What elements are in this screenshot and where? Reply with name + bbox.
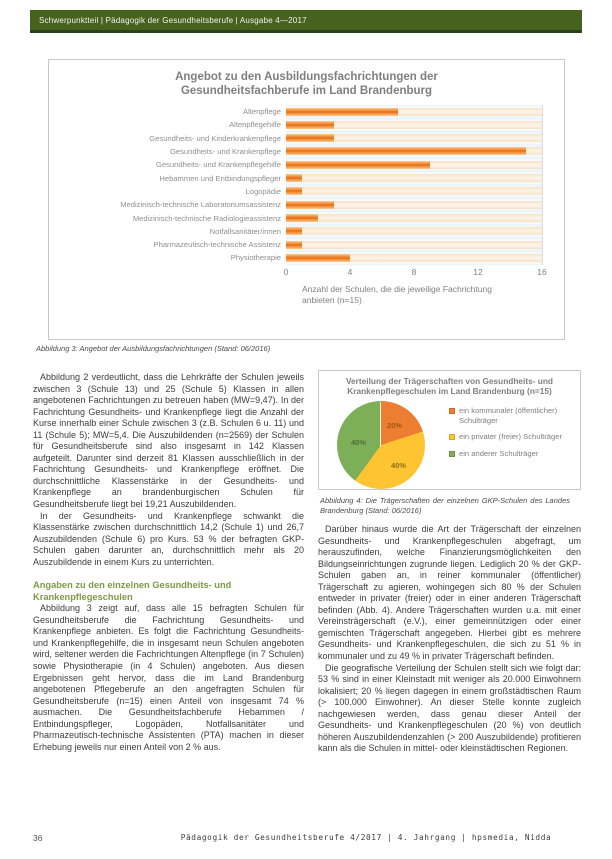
x-tick: 16 xyxy=(537,266,547,277)
bar-category-label: Physiotherapie xyxy=(230,253,281,263)
bar xyxy=(286,227,302,235)
bar xyxy=(286,147,526,155)
bar xyxy=(286,214,318,222)
footer-journal-line: Pädagogik der Gesundheitsberufe 4/2017 | 4. Jahrgang | hpsmedia, Nidda xyxy=(180,833,552,842)
legend-label: ein kommunaler (öffentlicher) Schulträger xyxy=(459,406,558,425)
legend-swatch-icon xyxy=(449,434,455,440)
legend-item xyxy=(449,449,574,459)
bar xyxy=(286,121,334,129)
x-tick: 8 xyxy=(411,266,417,277)
legend-item xyxy=(449,406,574,425)
figure3-caption: Abbildung 3: Angebot der Ausbildungsfachrichtungen (Stand: 06/2016) xyxy=(36,344,271,353)
pie-slice-divider xyxy=(380,402,381,446)
x-axis-ticks xyxy=(283,265,547,278)
pie-chart-title: Verteilung der Trägerschaften von Gesundheits- und Krankenpflegeschulen im Land Brandenburg (n=15) xyxy=(345,376,553,396)
bar-category-label: Medizinisch-technische Laboratoriumsassistenz xyxy=(120,200,281,210)
bar xyxy=(286,254,350,262)
bar-row xyxy=(49,238,564,251)
bar-category-label: Hebammen und Entbindungspfleger xyxy=(159,173,281,183)
bar-chart-plot xyxy=(49,105,564,265)
x-tick: 12 xyxy=(473,266,483,277)
bar xyxy=(286,134,334,142)
bar-row xyxy=(49,132,564,145)
figure4-caption: Abbildung 4: Die Trägerschaften der einzelnen GKP-Schulen des Landes Brandenburg (Stand: 06/2016) xyxy=(320,496,570,515)
bar-category-label: Logopädie xyxy=(245,186,281,196)
bar-row xyxy=(49,211,564,224)
bar-row xyxy=(49,225,564,238)
body-paragraph: Die geografische Verteilung der Schulen stellt sich wie folgt dar: 53 % sind in einer Kleinstadt mit weniger als 20.000 Einwohnern lokalisiert; 20 % liegen dagegen in einem großstädtischen Raum (> 100.000 Einwohner). An dieser Stelle konnte zugleich nachgewiesen werden, dass genau dieser Anteil der Gesundheits- und Krankenpflegeschulen (20 %) von deutlich höheren Auszubildendenzahlen (> 200 Auszubildende) profitieren kann als die Schulen in mittel- oder kleinstädtischen Regionen. xyxy=(318,662,581,754)
legend-label: ein privater (freier) Schulträger xyxy=(459,432,562,441)
pie-slice-label: 20% xyxy=(387,421,403,430)
page-number: 36 xyxy=(33,833,43,843)
bar xyxy=(286,108,398,116)
x-tick: 4 xyxy=(347,266,353,277)
bar-row xyxy=(49,145,564,158)
pie-slice-label: 40% xyxy=(351,438,367,447)
bar-row xyxy=(49,158,564,171)
bar-chart-panel xyxy=(48,59,565,340)
bar-row xyxy=(49,118,564,131)
pie-slice-label: 40% xyxy=(391,461,407,470)
bar-row xyxy=(49,105,564,118)
legend-item xyxy=(449,432,574,442)
page-header-band xyxy=(30,10,582,33)
pie-chart-panel xyxy=(318,370,581,490)
pie-chart xyxy=(325,400,443,490)
bar-chart-title: Angebot zu den Ausbildungsfachrichtungen der Gesundheitsfachberufe im Land Brandenburg xyxy=(175,71,438,97)
header-text: Schwerpunktteil | Pädagogik der Gesundheitsberufe | Ausgabe 4—2017 xyxy=(39,15,307,25)
body-paragraph: Abbildung 3 zeigt auf, dass alle 15 befragten Schulen für Gesundheitsberufe die Fachrichtung Gesundheits- und Krankenpflege anbieten. Es folgt die Fachrichtung Gesundheits- und Krankenpflegehilfe, die in insgesamt neun Schulen angeboten wird, seltener werden die Fachrichtungen Altenpflege (in 7 Schulen) sowie Physiotherapie (in 4 Schulen) angeboten. Aus diesen Ergebnissen geht hervor, dass die im Land Brandenburg angebotenen Pflegeberufe an den angefragten Schulen für Gesundheitsberufe (n=15) einen Anteil von insgesamt 74 % ausmachen. Die Gesundheitsfachberufe Hebammen / Entbindungspfleger, Logopäden, Notfallsanitäter und Pharmazeutisch-technische Assistenten (PTA) machen in dieser Erhebung jeweils nur einen Anteil von 2 % aus. xyxy=(33,603,304,752)
x-tick: 0 xyxy=(283,266,289,277)
bar-category-label: Altenpflege xyxy=(243,107,281,117)
bar-category-label: Medizinisch-technische Radiologieassistenz xyxy=(132,213,281,223)
body-paragraph: Abbildung 2 verdeutlicht, dass die Lehrkräfte der Schulen jeweils zwischen 3 (Schule 13) und 25 (Schule 5) Klassen in allen angebotenen Fachrichtungen zu betreuen haben (MW=9,47). In der Fachrichtung Gesundheits- und Krankenpflege liegt die Anzahl der Kurse innerhalb einer Schule zwischen 3 (z.B. Schulen 6 u. 11) und 11 (Schule 5); MW=5,4. Die Auszubildenden (n=2569) der Schulen für Gesundheitsberufe sind also insgesamt in 142 Klassen aufgeteilt. Darunter sind derzeit 81 Klassen ausschließlich in der Fachrichtung Gesundheits- und Krankenpflege eröffnet. Die durchschnittliche Klassenstärke in der Gesundheits- und Krankenpflege an brandenburgischen Schulen für Gesundheitsberufe liegt bei 19,21 Auszubildenden. xyxy=(33,372,304,510)
legend-label: ein anderer Schulträger xyxy=(459,448,539,458)
bar-row xyxy=(49,251,564,264)
right-column xyxy=(318,370,581,755)
bar-category-label: Altenpflegehilfe xyxy=(229,120,281,130)
body-paragraph: In der Gesundheits- und Krankenpflege schwankt die Klassenstärke zwischen durchschnittlich 14,2 (Schule 1) und 26,7 Auszubildenden (Schule 6) pro Kurs. 53 % der befragten GKP-Schulen gaben darunter an, durchschnittlich mehr als 20 Auszubildende in einem Kurs zu unterrichten. xyxy=(33,510,304,567)
bar xyxy=(286,161,430,169)
bar-category-label: Notfallsanitäter/innen xyxy=(209,226,281,236)
bar xyxy=(286,201,334,209)
bar xyxy=(286,187,302,195)
section-heading: Angaben zu den einzelnen Gesundheits- und Krankenpflegeschulen xyxy=(33,580,232,602)
x-axis-title: Anzahl der Schulen, die die jeweilige Fachrichtung anbieten (n=15) xyxy=(302,283,492,305)
bar-category-label: Gesundheits- und Krankenpflege xyxy=(169,147,281,157)
bar-category-label: Gesundheits- und Krankenpflegehilfe xyxy=(156,160,281,170)
bar-category-label: Gesundheits- und Kinderkrankenpflege xyxy=(149,133,281,143)
bar xyxy=(286,241,302,249)
bar-row xyxy=(49,171,564,184)
body-paragraph: Darüber hinaus wurde die Art der Trägerschaft der einzelnen Gesundheits- und Krankenpflegeschulen abgefragt, um herauszufinden, welche Finanzierungsmöglichkeiten den Bildungseinrichtungen zugrunde liegen. Lediglich 20 % der GKP-Schulen gaben an, in reiner kommunaler (öffentlicher) Trägerschaft zu agieren, wohingegen sich 80 % der Schulen entweder in privater (freier) oder in einer anderen Trägerschaft befinden (Abb. 4). Andere Trägerschaften wurden u.a. mit einer Vereinsträgerschaft (e.V.), einer gemeinnützigen oder einer gemischten Trägerschaft angegeben. Hierbei gibt es mehrere Gesundheits- und Krankenpflegeschulen, die sich zu 51 % in kommunaler und zu 49 % in privater Trägerschaft befinden. xyxy=(318,524,581,662)
legend-swatch-icon xyxy=(449,408,455,414)
bar xyxy=(286,174,302,182)
bar-category-label: Pharmazeutisch-technische Assistenz xyxy=(153,240,281,250)
bar-row xyxy=(49,185,564,198)
legend-swatch-icon xyxy=(449,451,455,457)
pie-legend xyxy=(443,400,574,490)
left-column xyxy=(33,372,304,753)
bar-row xyxy=(49,198,564,211)
